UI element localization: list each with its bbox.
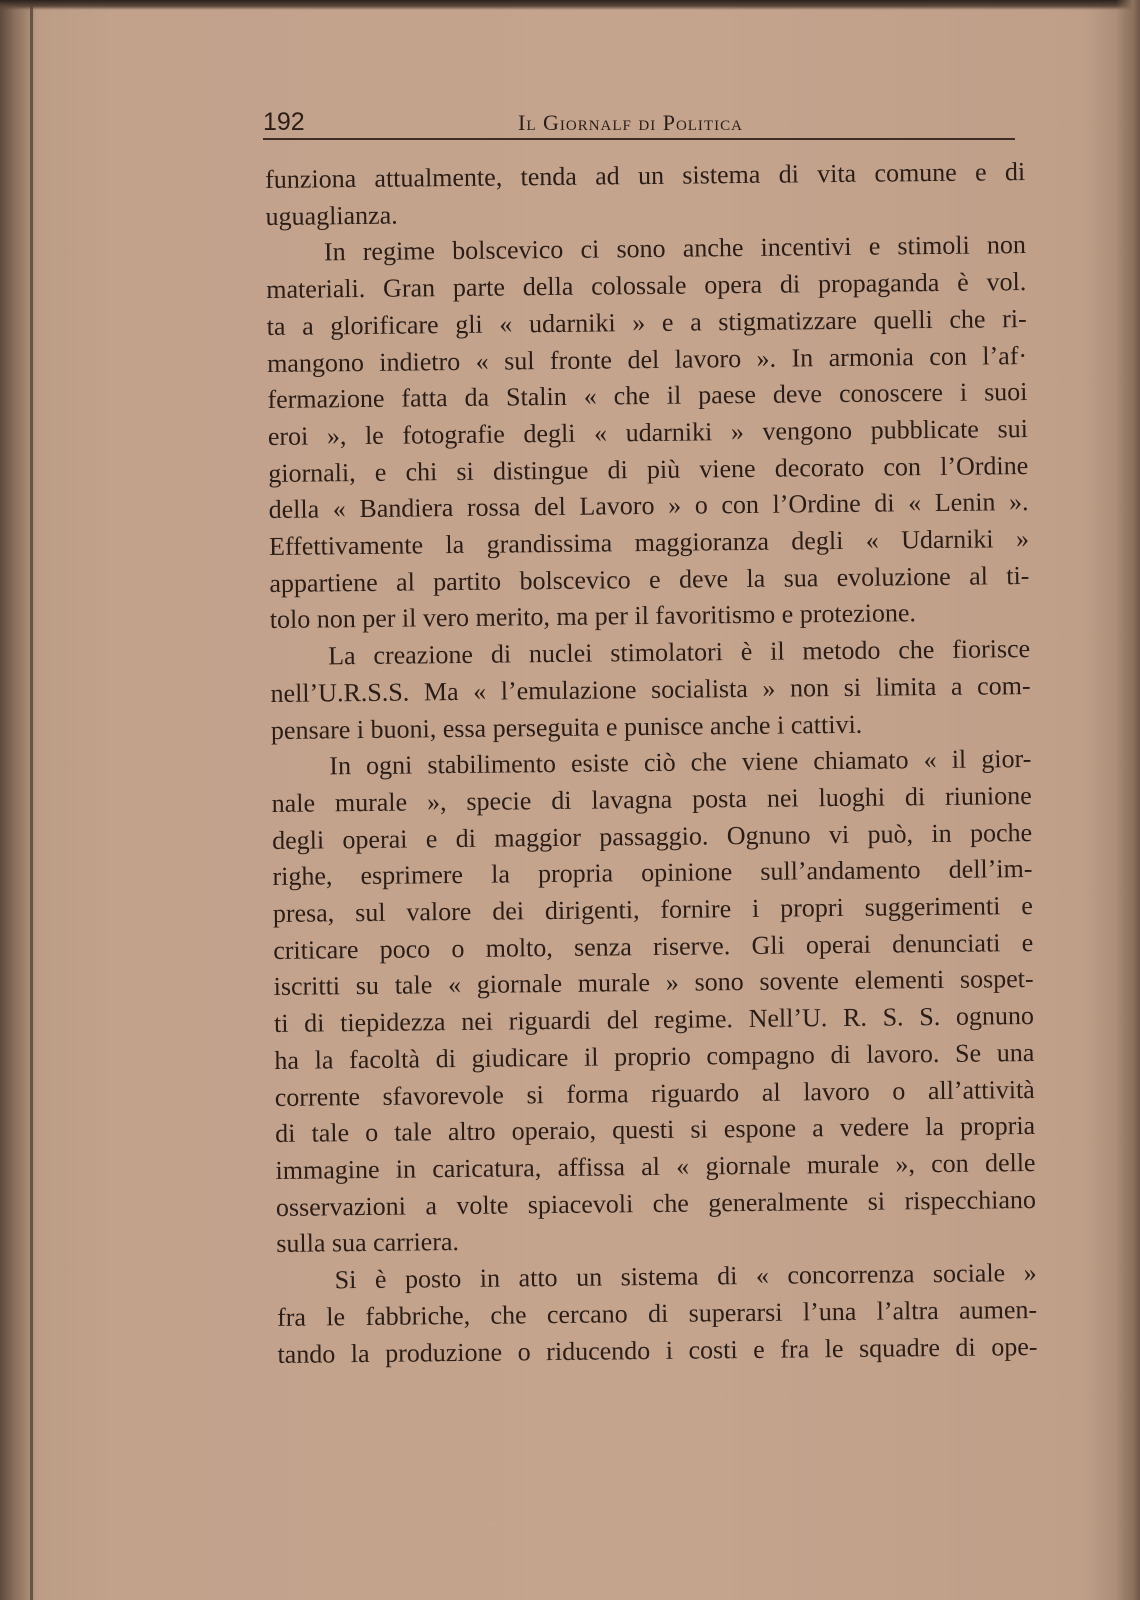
text-line: ta a glorificare gli « udarniki » e a stigmatizzare quelli che ri-	[266, 303, 1027, 341]
running-header	[263, 104, 1015, 140]
gutter-line	[30, 0, 33, 1600]
text-line: della « Bandiera rossa del Lavoro » o con l’Ordine di « Lenin ».	[268, 487, 1029, 525]
running-title: Il Giornalf di Politica	[518, 110, 743, 135]
text-line: nale murale », specie di lavagna posta nei luoghi di riunione	[271, 780, 1032, 818]
text-line: tando la produzione o riducendo i costi e fra le squadre di ope-	[277, 1331, 1038, 1369]
text-line: Effettivamente la grandissima maggioranza degli « Udarniki »	[268, 524, 1030, 562]
text-line: sulla sua carriera.	[276, 1227, 460, 1259]
text-line: presa, sul valore dei dirigenti, fornire i propri suggerimenti e	[272, 891, 1033, 929]
text-line: eroi », le fotografie degli « udarniki » vengono pubblicate sui	[267, 413, 1028, 451]
page-top-edge	[0, 0, 1140, 10]
text-line: ti di tiepidezza nei riguardi del regime. Nell’U. R. S. S. ognuno	[273, 1001, 1035, 1039]
text-line: La creazione di nuclei stimolatori è il metodo che fiorisce	[328, 634, 1031, 671]
text-line: pensare i buoni, essa perseguita e punisce anche i cattivi.	[270, 709, 863, 745]
text-line: funziona attualmente, tenda ad un sistema di vita comune e di	[265, 157, 1026, 194]
text-line: degli operai e di maggior passaggio. Ognuno vi può, in poche	[271, 817, 1033, 855]
text-line: nell’U.R.S.S. Ma « l’emulazione socialista » non si limita a com-	[270, 670, 1031, 708]
text-line: immagine in caricatura, affissa al « giornale murale », con delle	[275, 1147, 1036, 1185]
text-line: In regime bolscevico ci sono anche incentivi e stimoli non	[323, 230, 1027, 267]
text-line: corrente sfavorevole si forma riguardo al lavoro o all’attività	[274, 1074, 1035, 1112]
body-text	[265, 154, 1038, 1373]
text-line: righe, esprimere la propria opinione sull’andamento dell’im-	[272, 854, 1033, 892]
text-line: criticare poco o molto, senza riserve. Gli operai denunciati e	[273, 927, 1034, 965]
text-line: giornali, e chi si distingue di più viene decorato con l’Ordine	[268, 450, 1029, 488]
text-line: Si è posto in atto un sistema di « concorrenza sociale »	[334, 1258, 1037, 1295]
text-line: appartiene al partito bolscevico e deve la sua evoluzione al ti-	[269, 560, 1030, 598]
page-right-edge	[1116, 0, 1140, 1600]
text-line: ha la facoltà di giudicare il proprio compagno di lavoro. Se una	[274, 1037, 1035, 1075]
text-line: iscritti su tale « giornale murale » sono sovente elementi sospet-	[273, 964, 1034, 1002]
text-line: uguaglianza.	[265, 200, 398, 231]
text-line: materiali. Gran parte della colossale opera di propaganda è vol.	[266, 267, 1027, 305]
text-line: fra le fabbriche, che cercano di superarsi l’una l’altra aumen-	[276, 1294, 1038, 1332]
text-line: In ogni stabilimento esiste ciò che viene chiamato « il gior-	[329, 744, 1032, 781]
text-line: fermazione fatta da Stalin « che il paese deve conoscere i suoi	[267, 377, 1028, 415]
text-line: osservazioni a volte spiacevoli che generalmente si rispecchiano	[275, 1184, 1037, 1222]
page-number: 192	[263, 108, 305, 136]
text-line: mangono indietro « sul fronte del lavoro ». In armonia con l’af·	[266, 340, 1028, 378]
text-line: di tale o tale altro operaio, questi si espone a vedere la propria	[275, 1111, 1036, 1149]
text-line: tolo non per il vero merito, ma per il favoritismo e protezione.	[269, 598, 917, 635]
